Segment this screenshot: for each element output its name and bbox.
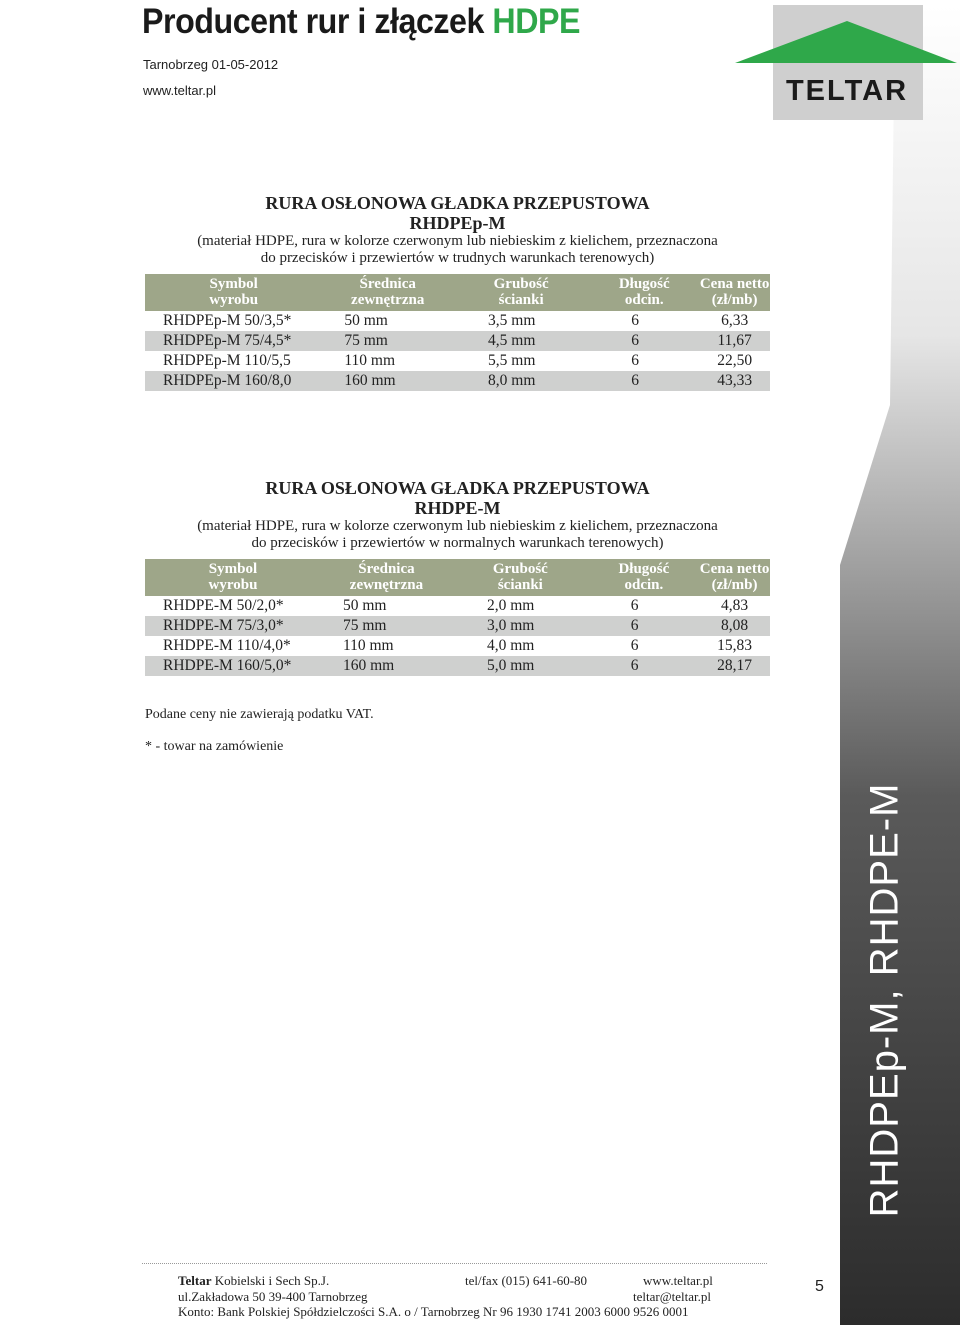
cell-symbol: RHDPE-M 110/4,0*: [163, 637, 291, 654]
section-2-title: RURA OSŁONOWA GŁADKA PRZEPUSTOWA: [265, 478, 650, 498]
cell-srednica: 75 mm: [321, 616, 452, 636]
col-grubosc: Grubość ścianki: [452, 559, 589, 596]
table-header-row: [145, 559, 770, 596]
cell-dlugosc: 6: [589, 331, 699, 351]
col-cena: Cena netto (zł/mb): [699, 559, 770, 596]
price-table-1: [145, 274, 770, 391]
cell-grubosc: 8,0 mm: [453, 371, 589, 391]
col-srednica: Średnica zewnętrzna: [321, 559, 452, 596]
cell-cena: 28,17: [699, 656, 770, 676]
cell-dlugosc: 6: [589, 616, 699, 636]
col-symbol: Symbol wyrobu: [145, 559, 321, 596]
footer-email-link[interactable]: teltar@teltar.pl: [633, 1289, 712, 1304]
section-2-code: RHDPE-M: [414, 498, 501, 518]
cell-symbol: RHDPE-M 50/2,0*: [163, 597, 284, 614]
footer-phone: tel/fax (015) 641-60-80: [465, 1273, 588, 1288]
col-srednica: Średnica zewnętrzna: [322, 274, 453, 311]
table-row: [145, 311, 770, 331]
cell-symbol: RHDPEp-M 160/8,0: [145, 371, 322, 391]
section-1-code: RHDPEp-M: [409, 213, 506, 233]
cell-symbol: RHDPEp-M 75/4,5*: [145, 331, 322, 351]
page-title: [142, 2, 580, 42]
cell-srednica: 160 mm: [322, 371, 453, 391]
footer-company-rest: Kobielski i Sech Sp.J.: [214, 1273, 330, 1288]
cell-srednica: 50 mm: [342, 597, 387, 614]
cell-grubosc: 4,5 mm: [453, 331, 589, 351]
page-title-main: Producent rur i złączek: [142, 2, 484, 41]
cell-dlugosc: 6: [631, 312, 640, 329]
section-1-desc-2: do przecisków i przewiertów w trudnych warunkach terenowych): [260, 250, 655, 266]
cell-symbol: RHDPEp-M 110/5,5: [163, 352, 291, 369]
section-1-title: RURA OSŁONOWA GŁADKA PRZEPUSTOWA: [265, 193, 650, 213]
cell-cena: 4,83: [720, 597, 749, 614]
section-2-desc-2: do przecisków i przewiertów w normalnych warunkach terenowych): [251, 535, 664, 551]
cell-dlugosc: 6: [631, 352, 640, 369]
cell-cena: 43,33: [699, 371, 770, 391]
cell-dlugosc: 6: [589, 656, 699, 676]
table-row: [145, 331, 770, 351]
section-2-desc-1: (materiał HDPE, rura w kolorze czerwonym lub niebieskim z kielichem, przeznaczona: [197, 518, 718, 534]
table-row: [145, 636, 770, 656]
table-header-row: [145, 274, 770, 311]
table-row: [145, 656, 770, 676]
cell-cena: 15,83: [717, 637, 752, 654]
section-1-desc-1: (materiał HDPE, rura w kolorze czerwonym lub niebieskim z kielichem, przeznaczona: [197, 233, 718, 249]
table-row: [145, 596, 770, 616]
vat-note: Podane ceny nie zawierają podatku VAT.: [145, 707, 374, 722]
table-row: [145, 351, 770, 371]
price-table-2: [145, 559, 770, 676]
cell-grubosc: 5,5 mm: [488, 352, 536, 369]
header-website-link[interactable]: www.teltar.pl: [143, 83, 216, 98]
table-row: [145, 616, 770, 636]
cell-grubosc: 4,0 mm: [486, 637, 535, 654]
footer-address: ul.Zakładowa 50 39-400 Tarnobrzeg: [178, 1289, 368, 1304]
cell-cena: 6,33: [721, 312, 749, 329]
cell-dlugosc: 6: [589, 371, 699, 391]
footer-divider: [142, 1263, 767, 1264]
order-note: * - towar na zamówienie: [145, 739, 284, 754]
col-dlugosc: Długość odcin.: [589, 274, 699, 311]
cell-grubosc: 3,5 mm: [488, 312, 536, 329]
footer-web-link[interactable]: www.teltar.pl: [643, 1273, 713, 1288]
cell-grubosc: 3,0 mm: [452, 616, 589, 636]
footer-company: [178, 1273, 329, 1289]
page-number: 5: [815, 1278, 824, 1295]
cell-cena: 22,50: [717, 352, 753, 369]
cell-cena: 8,08: [699, 616, 770, 636]
table-row: [145, 371, 770, 391]
cell-grubosc: 5,0 mm: [452, 656, 589, 676]
section-1-heading: [145, 193, 770, 267]
cell-symbol: RHDPE-M 160/5,0*: [145, 656, 321, 676]
page-title-accent: HDPE: [492, 2, 581, 41]
section-2-heading: [145, 478, 770, 552]
cell-cena: 11,67: [699, 331, 770, 351]
cell-srednica: 110 mm: [342, 637, 394, 654]
teltar-logo: [735, 5, 960, 125]
col-grubosc: Grubość ścianki: [453, 274, 589, 311]
cell-symbol: RHDPEp-M 50/3,5*: [163, 312, 292, 329]
cell-srednica: 160 mm: [321, 656, 452, 676]
col-symbol: Symbol wyrobu: [145, 274, 322, 311]
col-dlugosc: Długość odcin.: [589, 559, 699, 596]
cell-grubosc: 2,0 mm: [486, 597, 535, 614]
footer-bank: Konto: Bank Polskiej Spółdzielczości S.A. o / Tarnobrzeg Nr 96 1930 1741 2003 6000 9526 0001: [178, 1304, 689, 1319]
cell-dlugosc: 6: [630, 597, 639, 614]
logo-text: TELTAR: [785, 75, 909, 107]
header-date: Tarnobrzeg 01-05-2012: [143, 57, 279, 72]
cell-srednica: 50 mm: [344, 312, 388, 329]
footer-company-bold: Teltar: [178, 1273, 212, 1288]
col-cena: Cena netto (zł/mb): [699, 274, 770, 311]
cell-symbol: RHDPE-M 75/3,0*: [145, 616, 321, 636]
cell-srednica: 75 mm: [322, 331, 453, 351]
cell-dlugosc: 6: [630, 637, 639, 654]
side-vertical-label: RHDPEp-M, RHDPE-M: [862, 782, 907, 1218]
cell-srednica: 110 mm: [344, 352, 396, 369]
